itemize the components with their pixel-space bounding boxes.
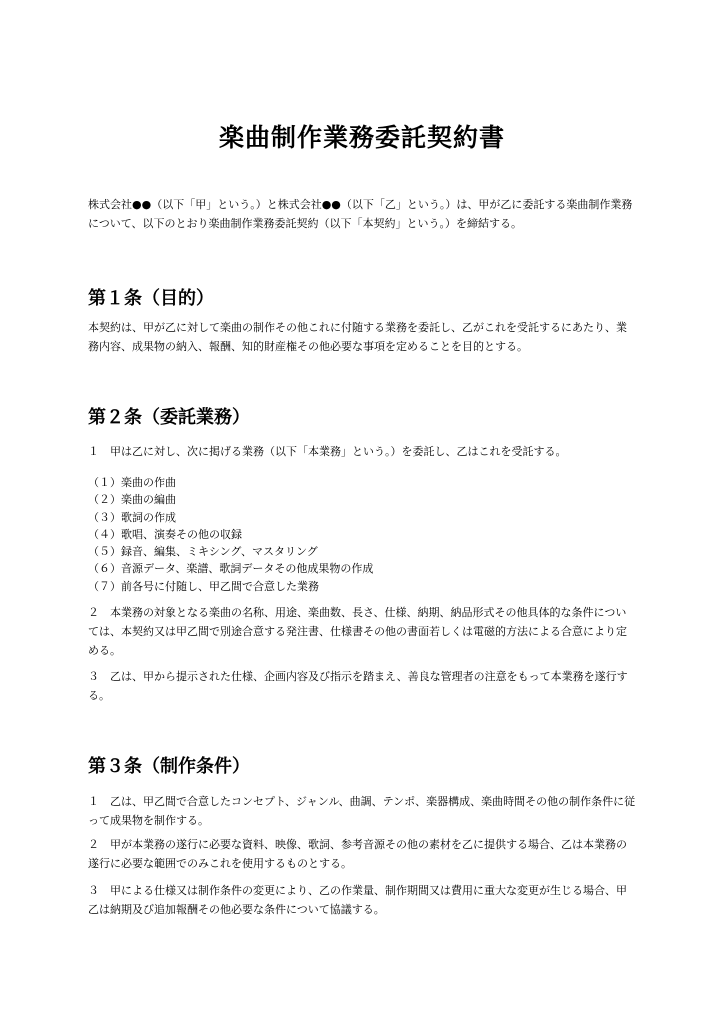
- intro-paragraph: 株式会社●●（以下「甲」という。）と株式会社●●（以下「乙」という。）は、甲が乙に委託する楽曲制作業務について、以下のとおり楽曲制作業務委託契約（以下「本契約」という。）を締結する。: [88, 198, 633, 230]
- article-2-clause-2: ２ 本業務の対象となる楽曲の名称、用途、楽曲数、長さ、仕様、納期、納品形式その他具体的な条件については、本契約又は甲乙間で別途合意する発注書、仕様書その他の書面若しくは電磁的方法による合意により定める。: [88, 606, 627, 657]
- article-2-heading: 第２条（委託業務）: [88, 407, 250, 428]
- article-1-paragraph: 本契約は、甲が乙に対して楽曲の制作その他これに付随する業務を委託し、乙がこれを受託するにあたり、業務内容、成果物の納入、報酬、知的財産権その他必要な事項を定めることを目的とする。: [88, 321, 627, 353]
- list-item: （３）歌詞の作成: [88, 510, 176, 524]
- list-item: （５）録音、編集、ミキシング、マスタリング: [88, 545, 318, 559]
- article-2-clause-3: ３ 乙は、甲から提示された仕様、企画内容及び指示を踏まえ、善良な管理者の注意をもって本業務を遂行する。: [88, 670, 628, 702]
- list-item: （１）楽曲の作曲: [88, 476, 176, 489]
- article-3-clause-2: ２ 甲が本業務の遂行に必要な資料、映像、歌詞、参考音源その他の素材を乙に提供する場合、乙は本業務の遂行に必要な範囲でのみこれを使用するものとする。: [88, 838, 627, 870]
- list-item: （６）音源データ、楽譜、歌詞データその他成果物の作成: [88, 562, 374, 576]
- list-item: （４）歌唱、演奏その他の収録: [88, 527, 242, 541]
- article-3-heading: 第３条（制作条件）: [88, 756, 250, 777]
- article-3-clause-1: １ 乙は、甲乙間で合意したコンセプト、ジャンル、曲調、テンポ、楽器構成、楽曲時間その他の制作条件に従って成果物を制作する。: [88, 795, 636, 827]
- article-2-item-list: [88, 474, 636, 595]
- document-title: 楽曲制作業務委託契約書: [218, 123, 505, 152]
- list-item: （７）前各号に付随し、甲乙間で合意した業務: [88, 579, 319, 593]
- article-1-heading: 第１条（目的）: [88, 288, 214, 309]
- list-item: （２）楽曲の編曲: [88, 493, 176, 507]
- article-2-clause-1: １ 甲は乙に対し、次に掲げる業務（以下「本業務」という。）を委託し、乙はこれを受託する。: [88, 445, 567, 458]
- article-3-clause-3: ３ 甲による仕様又は制作条件の変更により、乙の作業量、制作期間又は費用に重大な変更が生じる場合、甲乙は納期及び追加報酬その他必要な条件について協議する。: [88, 884, 627, 916]
